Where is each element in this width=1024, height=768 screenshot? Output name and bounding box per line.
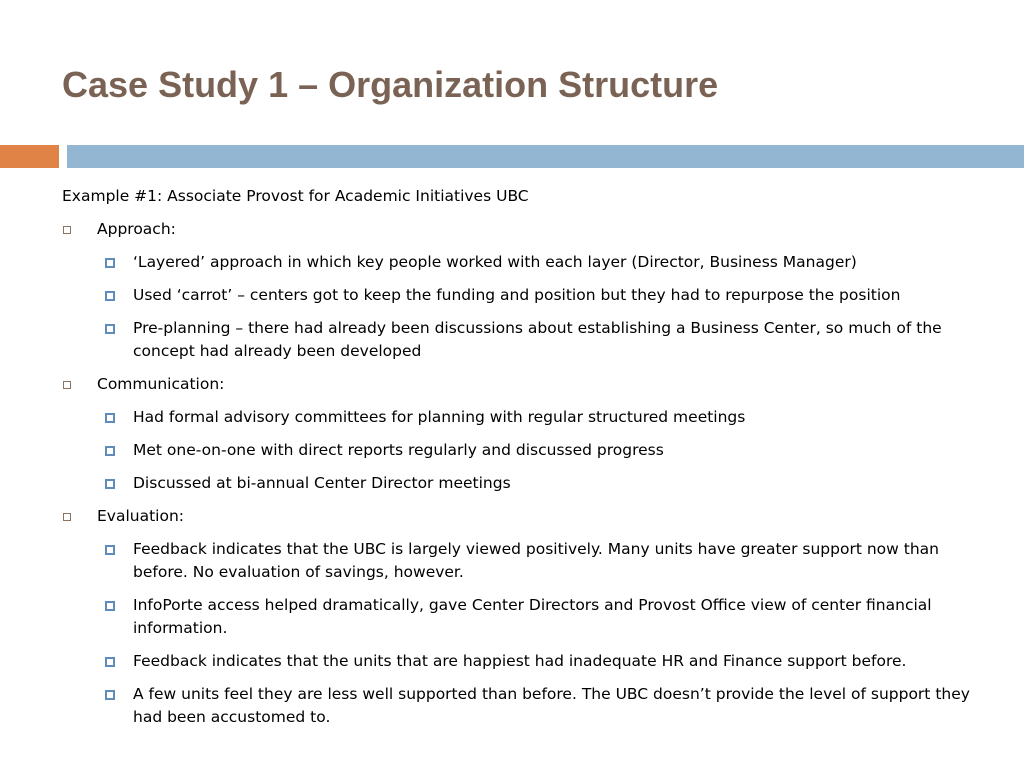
list-item: [62, 251, 982, 274]
bullet-text: Used ‘carrot’ – centers got to keep the funding and position but they had to repurpose the position: [133, 286, 901, 304]
square-bullet-icon: [105, 657, 115, 667]
section-heading-evaluation: [62, 505, 982, 528]
bullet-text: Had formal advisory committees for planning with regular structured meetings: [133, 408, 746, 426]
bullet-text: Feedback indicates that the UBC is largely viewed positively. Many units have greater support now than before. No evaluation of savings, however.: [133, 540, 939, 581]
list-item: [62, 538, 982, 584]
square-bullet-icon: [105, 324, 115, 334]
square-bullet-icon: [105, 258, 115, 268]
list-item: [62, 284, 982, 307]
list-item: [62, 683, 982, 729]
bullet-text: ‘Layered’ approach in which key people worked with each layer (Director, Business Manager): [133, 253, 857, 271]
list-item: [62, 406, 982, 429]
section-heading-communication: [62, 373, 982, 396]
section-heading-label: Communication:: [97, 375, 225, 393]
hollow-square-bullet-icon: [63, 381, 71, 389]
bullet-text: Feedback indicates that the units that are happiest had inadequate HR and Finance support before.: [133, 652, 907, 670]
list-item: [62, 439, 982, 462]
square-bullet-icon: [105, 690, 115, 700]
section-heading-approach: [62, 218, 982, 241]
slide-title: Case Study 1 – Organization Structure: [62, 64, 719, 105]
bullet-text: Discussed at bi-annual Center Director meetings: [133, 474, 511, 492]
bullet-text: A few units feel they are less well supported than before. The UBC doesn’t provide the level of support they had been accustomed to.: [133, 685, 970, 726]
accent-bar-blue: [67, 145, 1024, 168]
square-bullet-icon: [105, 413, 115, 423]
slide-content: [62, 185, 982, 739]
accent-bar-orange: [0, 145, 59, 168]
list-item: [62, 317, 982, 363]
section-heading-label: Approach:: [97, 220, 176, 238]
intro-line: Example #1: Associate Provost for Academic Initiatives UBC: [62, 187, 529, 205]
list-item: [62, 472, 982, 495]
list-item: [62, 594, 982, 640]
bullet-text: Pre-planning – there had already been discussions about establishing a Business Center, so much of the concept had already been developed: [133, 319, 942, 360]
square-bullet-icon: [105, 479, 115, 489]
hollow-square-bullet-icon: [63, 513, 71, 521]
square-bullet-icon: [105, 291, 115, 301]
square-bullet-icon: [105, 446, 115, 456]
list-item: [62, 650, 982, 673]
hollow-square-bullet-icon: [63, 226, 71, 234]
square-bullet-icon: [105, 601, 115, 611]
bullet-text: InfoPorte access helped dramatically, gave Center Directors and Provost Office view of center financial information.: [133, 596, 932, 637]
section-heading-label: Evaluation:: [97, 507, 185, 525]
square-bullet-icon: [105, 545, 115, 555]
bullet-text: Met one-on-one with direct reports regularly and discussed progress: [133, 441, 664, 459]
